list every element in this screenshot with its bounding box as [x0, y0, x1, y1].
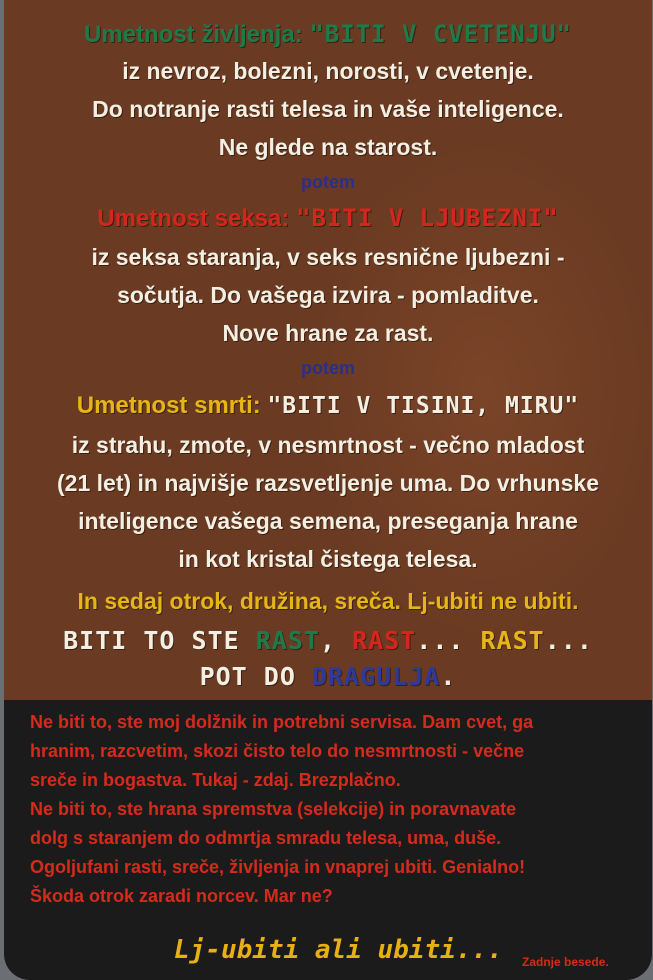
bottom-line-1: Ne biti to, ste moj dolžnik in potrebni servisa. Dam cvet, ga: [30, 712, 534, 732]
rast-line: BITI TO STE RAST, RAST... RAST...: [63, 626, 593, 655]
section2-line-1: iz seksa staranja, v seks resnične ljubezni -: [91, 244, 565, 270]
bottom-line-5: dolg s staranjem do odmrtja smradu telesa, uma, duše.: [30, 828, 502, 848]
section2-line-2: sočutja. Do vašega izvira - pomladitve.: [117, 282, 539, 308]
closing-yellow-line: In sedaj otrok, družina, sreča. Lj-ubiti ne ubiti.: [77, 588, 579, 614]
bottom-line-7: Škoda otrok zaradi norcev. Mar ne?: [30, 886, 333, 906]
section1-line-1: iz nevroz, bolezni, norosti, v cvetenje.: [122, 58, 534, 84]
section2-title: Umetnost seksa: "BITI V LJUBEZNI": [97, 204, 559, 232]
section3-line-4: in kot kristal čistega telesa.: [178, 546, 478, 572]
section3-line-2: (21 let) in najvišje razsvetljenje uma. Do vrhunske: [57, 470, 599, 496]
section2-line-3: Nove hrane za rast.: [222, 320, 434, 346]
section1-line-2: Do notranje rasti telesa in vaše inteligence.: [92, 96, 564, 122]
section3-line-1: iz strahu, zmote, v nesmrtnost - večno mladost: [71, 432, 585, 458]
top-panel: [4, 0, 652, 700]
bottom-line-4: Ne biti to, ste hrana spremstva (selekcije) in poravnavate: [30, 799, 517, 819]
pot-line: POT DO DRAGULJA.: [199, 662, 457, 691]
section1-line-3: Ne glede na starost.: [218, 134, 438, 160]
bottom-line-3: sreče in bogastva. Tukaj - zdaj. Brezplačno.: [30, 770, 401, 790]
section1-title: Umetnost življenja: "BITI V CVETENJU": [83, 20, 572, 48]
last-words: Zadnje besede.: [522, 955, 609, 969]
bottom-line-2: hranim, razcvetim, skozi čisto telo do nesmrtnosti - večne: [30, 741, 525, 761]
signature: Lj-ubiti ali ubiti...: [174, 935, 503, 965]
potem-2: potem: [301, 358, 355, 378]
section3-title: Umetnost smrti: "BITI V TISINI, MIRU": [76, 392, 580, 419]
bottom-line-6: Ogoljufani rasti, sreče, življenja in vnaprej ubiti. Genialno!: [30, 857, 526, 877]
leaflet-card: [4, 0, 652, 980]
section3-line-3: inteligence vašega semena, preseganja hrane: [78, 508, 578, 534]
potem-1: potem: [301, 172, 355, 192]
